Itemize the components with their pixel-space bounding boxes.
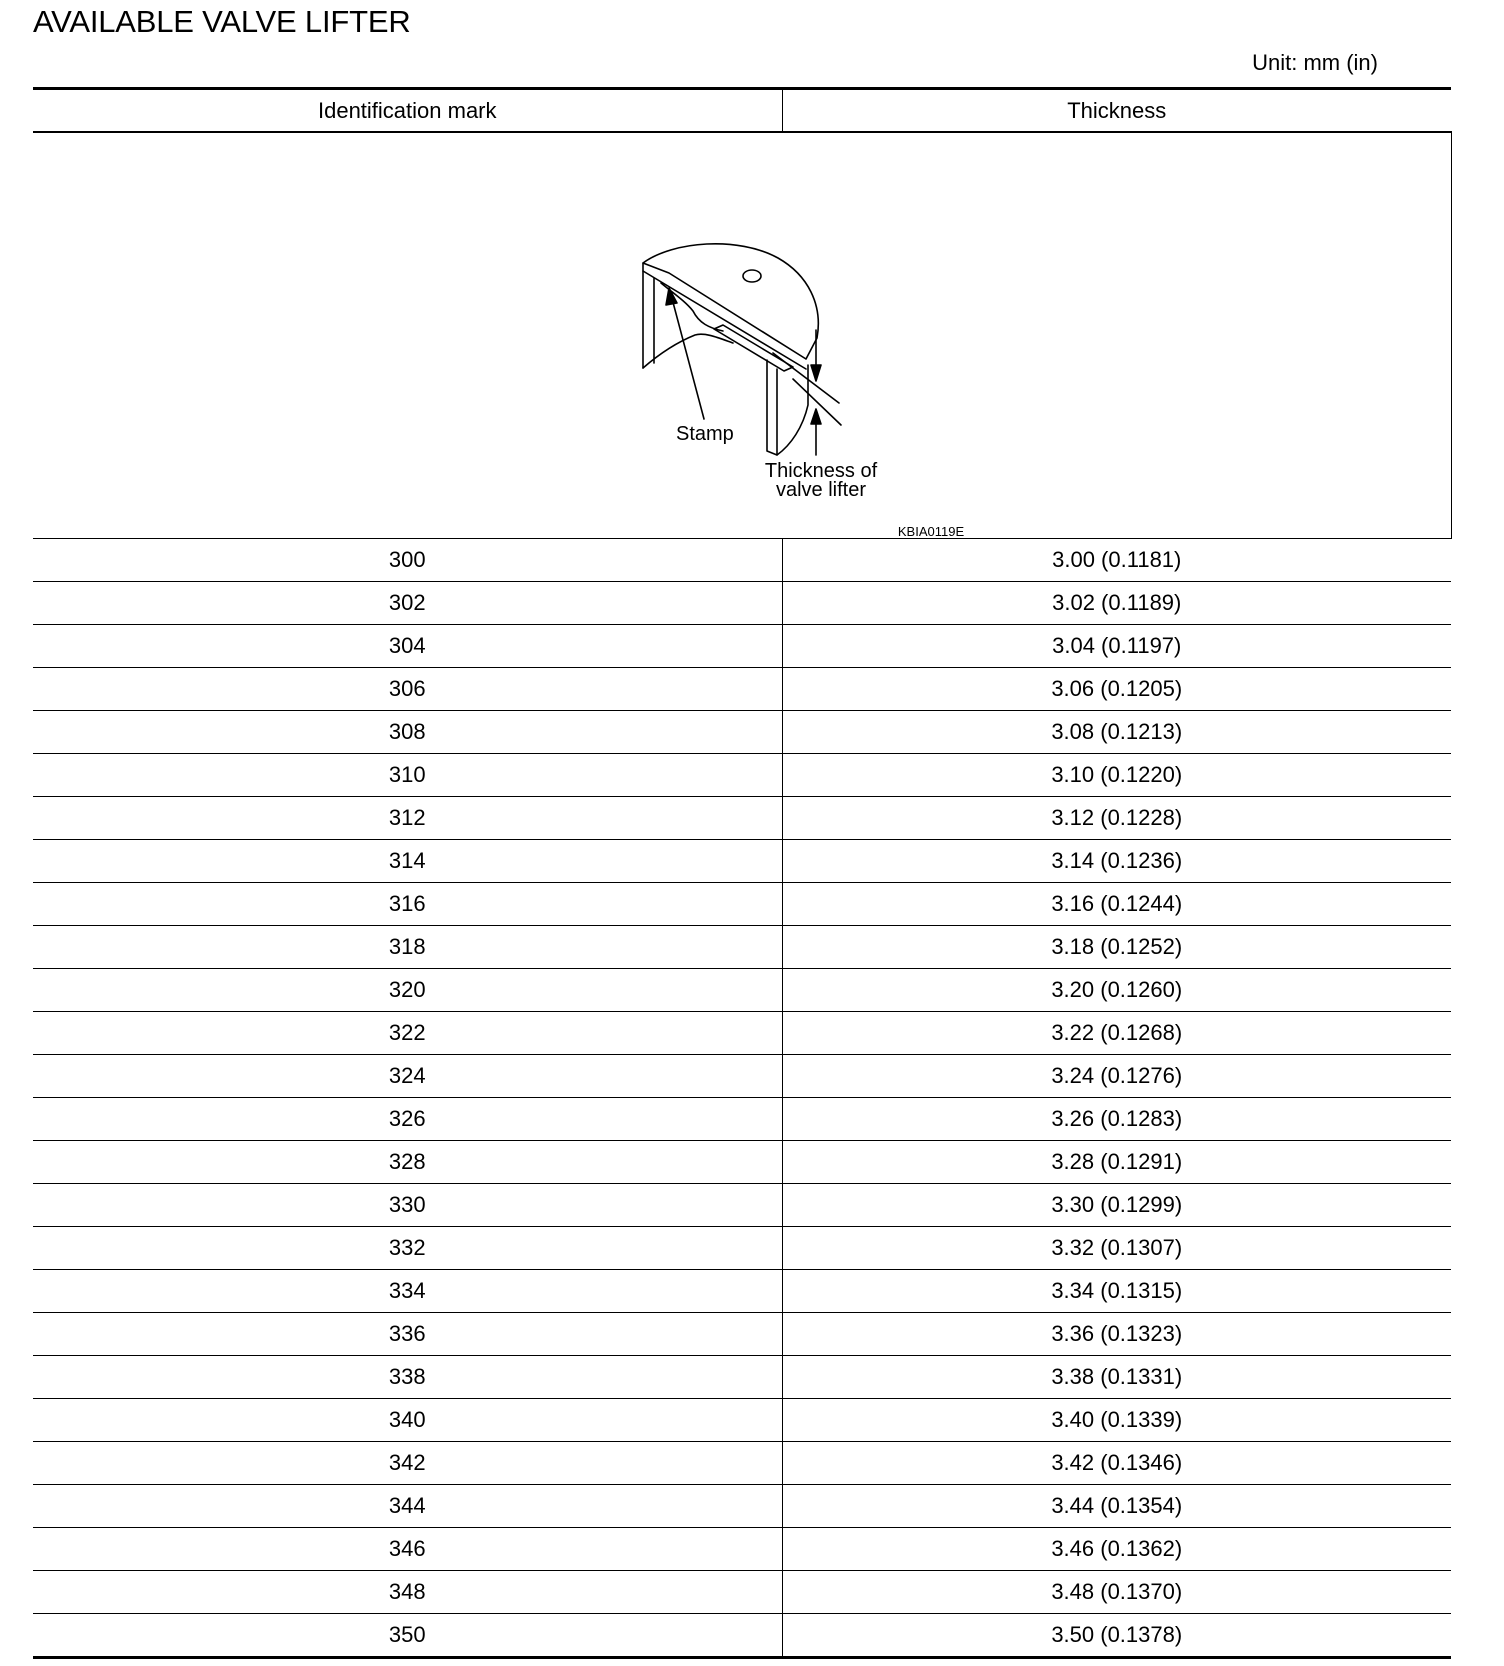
table-row: [33, 1184, 1451, 1227]
thickness-cell: 3.20 (0.1260): [782, 969, 1451, 1012]
table-row: [33, 668, 1451, 711]
identification-mark-cell: 346: [33, 1528, 782, 1571]
identification-mark-cell: 316: [33, 883, 782, 926]
identification-mark-cell: 308: [33, 711, 782, 754]
identification-mark-cell: 328: [33, 1141, 782, 1184]
thickness-cell: 3.28 (0.1291): [782, 1141, 1451, 1184]
thickness-cell: 3.44 (0.1354): [782, 1485, 1451, 1528]
thickness-cell: 3.18 (0.1252): [782, 926, 1451, 969]
table-row: [33, 539, 1451, 582]
table-row: [33, 1528, 1451, 1571]
identification-mark-cell: 300: [33, 539, 782, 582]
table-row: [33, 797, 1451, 840]
identification-mark-cell: 310: [33, 754, 782, 797]
valve-lifter-diagram: [33, 133, 1451, 538]
thickness-extension-top: [773, 353, 839, 403]
identification-mark-cell: 344: [33, 1485, 782, 1528]
table-row: [33, 1098, 1451, 1141]
identification-mark-cell: 340: [33, 1399, 782, 1442]
thickness-cell: 3.36 (0.1323): [782, 1313, 1451, 1356]
lifter-hole: [743, 270, 761, 282]
identification-mark-cell: 348: [33, 1571, 782, 1614]
stamp-label: Stamp: [676, 423, 734, 445]
thickness-cell: 3.34 (0.1315): [782, 1270, 1451, 1313]
thickness-cell: 3.14 (0.1236): [782, 840, 1451, 883]
page-title: AVAILABLE VALVE LIFTER: [33, 4, 411, 39]
thickness-cell: 3.42 (0.1346): [782, 1442, 1451, 1485]
header-identification-mark: Identification mark: [33, 89, 782, 133]
dimension-arrowhead-bottom: [811, 409, 821, 424]
figure-cell: [33, 132, 1451, 539]
table-row: [33, 883, 1451, 926]
dimension-arrowhead-top: [811, 365, 821, 381]
table-row: [33, 1141, 1451, 1184]
thickness-cell: 3.50 (0.1378): [782, 1614, 1451, 1658]
table-row: [33, 1270, 1451, 1313]
thickness-cell: 3.12 (0.1228): [782, 797, 1451, 840]
table-row: [33, 1571, 1451, 1614]
table-row: [33, 1485, 1451, 1528]
identification-mark-cell: 318: [33, 926, 782, 969]
table-header-row: [33, 89, 1451, 133]
figure-code: KBIA0119E: [897, 524, 965, 538]
thickness-cell: 3.08 (0.1213): [782, 711, 1451, 754]
thickness-cell: 3.48 (0.1370): [782, 1571, 1451, 1614]
table-row: [33, 1012, 1451, 1055]
identification-mark-cell: 304: [33, 625, 782, 668]
thickness-cell: 3.06 (0.1205): [782, 668, 1451, 711]
identification-mark-cell: 338: [33, 1356, 782, 1399]
thickness-cell: 3.10 (0.1220): [782, 754, 1451, 797]
unit-label: Unit: mm (in): [1252, 50, 1378, 75]
identification-mark-cell: 330: [33, 1184, 782, 1227]
table-row: [33, 754, 1451, 797]
identification-mark-cell: 306: [33, 668, 782, 711]
thickness-cell: 3.04 (0.1197): [782, 625, 1451, 668]
thickness-cell: 3.16 (0.1244): [782, 883, 1451, 926]
thickness-cell: 3.24 (0.1276): [782, 1055, 1451, 1098]
lifter-bottom-curve: [643, 334, 733, 368]
identification-mark-cell: 350: [33, 1614, 782, 1658]
table-row: [33, 1614, 1451, 1658]
cut-face-edge: [643, 271, 806, 369]
valve-lifter-figure: [33, 133, 1451, 538]
identification-mark-cell: 334: [33, 1270, 782, 1313]
identification-mark-cell: 320: [33, 969, 782, 1012]
thickness-cell: 3.22 (0.1268): [782, 1012, 1451, 1055]
thickness-cell: 3.26 (0.1283): [782, 1098, 1451, 1141]
identification-mark-cell: 332: [33, 1227, 782, 1270]
table-row: [33, 1442, 1451, 1485]
table-row: [33, 840, 1451, 883]
thickness-cell: 3.32 (0.1307): [782, 1227, 1451, 1270]
identification-mark-cell: 302: [33, 582, 782, 625]
thickness-cell: 3.38 (0.1331): [782, 1356, 1451, 1399]
table-row: [33, 1313, 1451, 1356]
header-thickness: Thickness: [782, 89, 1451, 133]
identification-mark-cell: 322: [33, 1012, 782, 1055]
stamp-area: [714, 325, 793, 371]
thickness-label-line2: valve lifter: [775, 479, 867, 501]
table-row: [33, 969, 1451, 1012]
table-row: [33, 582, 1451, 625]
valve-lifter-table: [33, 87, 1452, 1659]
thickness-cell: 3.30 (0.1299): [782, 1184, 1451, 1227]
table-row: [33, 1055, 1451, 1098]
table-row: [33, 625, 1451, 668]
thickness-cell: 3.46 (0.1362): [782, 1528, 1451, 1571]
identification-mark-cell: 324: [33, 1055, 782, 1098]
figure-row: [33, 132, 1451, 539]
table-row: [33, 1356, 1451, 1399]
stamp-leader-line: [670, 291, 704, 419]
table-row: [33, 711, 1451, 754]
identification-mark-cell: 342: [33, 1442, 782, 1485]
identification-mark-cell: 326: [33, 1098, 782, 1141]
table-row: [33, 1227, 1451, 1270]
identification-mark-cell: 312: [33, 797, 782, 840]
identification-mark-cell: 314: [33, 840, 782, 883]
identification-mark-cell: 336: [33, 1313, 782, 1356]
thickness-cell: 3.40 (0.1339): [782, 1399, 1451, 1442]
table-row: [33, 926, 1451, 969]
table-row: [33, 1399, 1451, 1442]
thickness-label-line1: Thickness of: [764, 460, 878, 482]
thickness-cell: 3.02 (0.1189): [782, 582, 1451, 625]
thickness-cell: 3.00 (0.1181): [782, 539, 1451, 582]
